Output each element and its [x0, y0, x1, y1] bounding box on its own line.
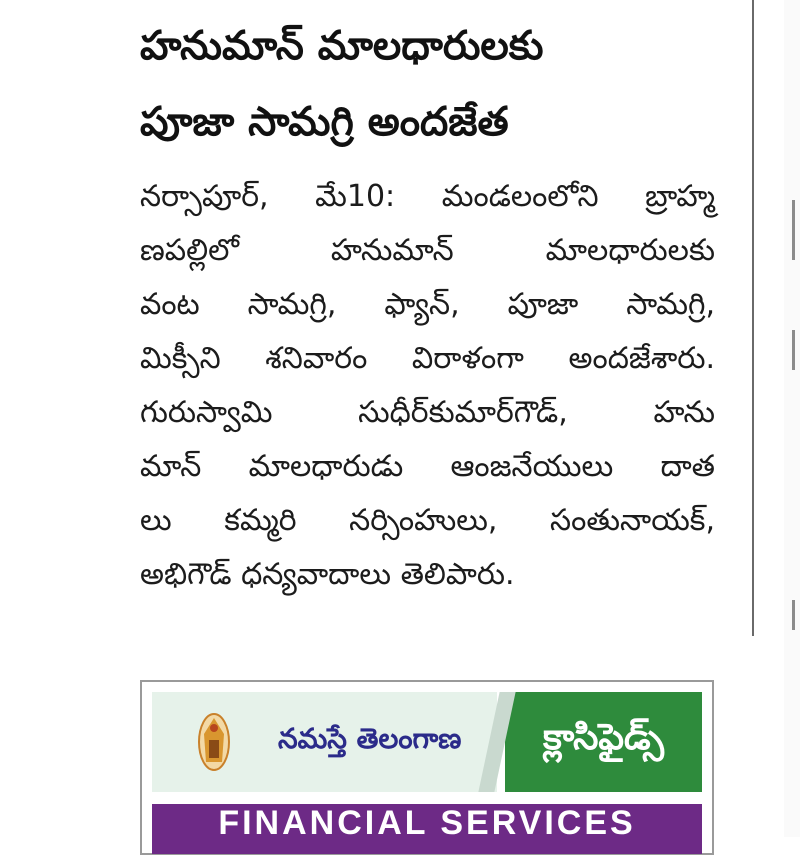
- ad-category-strip: [152, 804, 702, 854]
- ad-brand-name: నమస్తే తెలంగాణ: [278, 722, 462, 755]
- ad-banner-right: [505, 692, 702, 792]
- temple-seal-icon: [198, 712, 230, 772]
- body-line: అభిగౌడ్ ధన్యవాదాలు తెలిపారు.: [140, 557, 515, 592]
- ad-section-title: క్లాసిఫైడ్స్: [543, 717, 664, 758]
- body-line: వంట సామగ్రి, ఫ్యాన్, పూజా సామగ్రి,: [140, 287, 715, 322]
- body-line: ణపల్లిలో హనుమాన్ మాలధారులకు: [140, 233, 715, 268]
- body-line: మాన్ మాలధారుడు ఆంజనేయులు దాత: [140, 449, 715, 484]
- article-body: [140, 170, 715, 602]
- body-line: నర్సాపూర్, మే10: మండలంలోని బ్రాహ్మ: [140, 179, 715, 214]
- adjacent-column-edge: [784, 0, 800, 837]
- body-line: గురుస్వామి సుధీర్‌కుమార్‌గౌడ్, హను: [140, 395, 715, 430]
- ad-banner-left: [152, 692, 497, 792]
- column-divider: [752, 0, 754, 636]
- ad-category-label: FINANCIAL SERVICES: [218, 804, 636, 842]
- headline-line-2: పూజా సామగ్రి అందజేత: [140, 99, 509, 145]
- headline-line-1: హనుమాన్ మాలధారులకు: [140, 23, 544, 69]
- ad-banner: [152, 692, 702, 792]
- body-line: మిక్సీని శనివారం విరాళంగా అందజేశారు.: [140, 341, 715, 376]
- classifieds-advertisement: [140, 680, 714, 855]
- body-line: లు కమ్మరి నర్సింహులు, సంతునాయక్,: [140, 503, 715, 538]
